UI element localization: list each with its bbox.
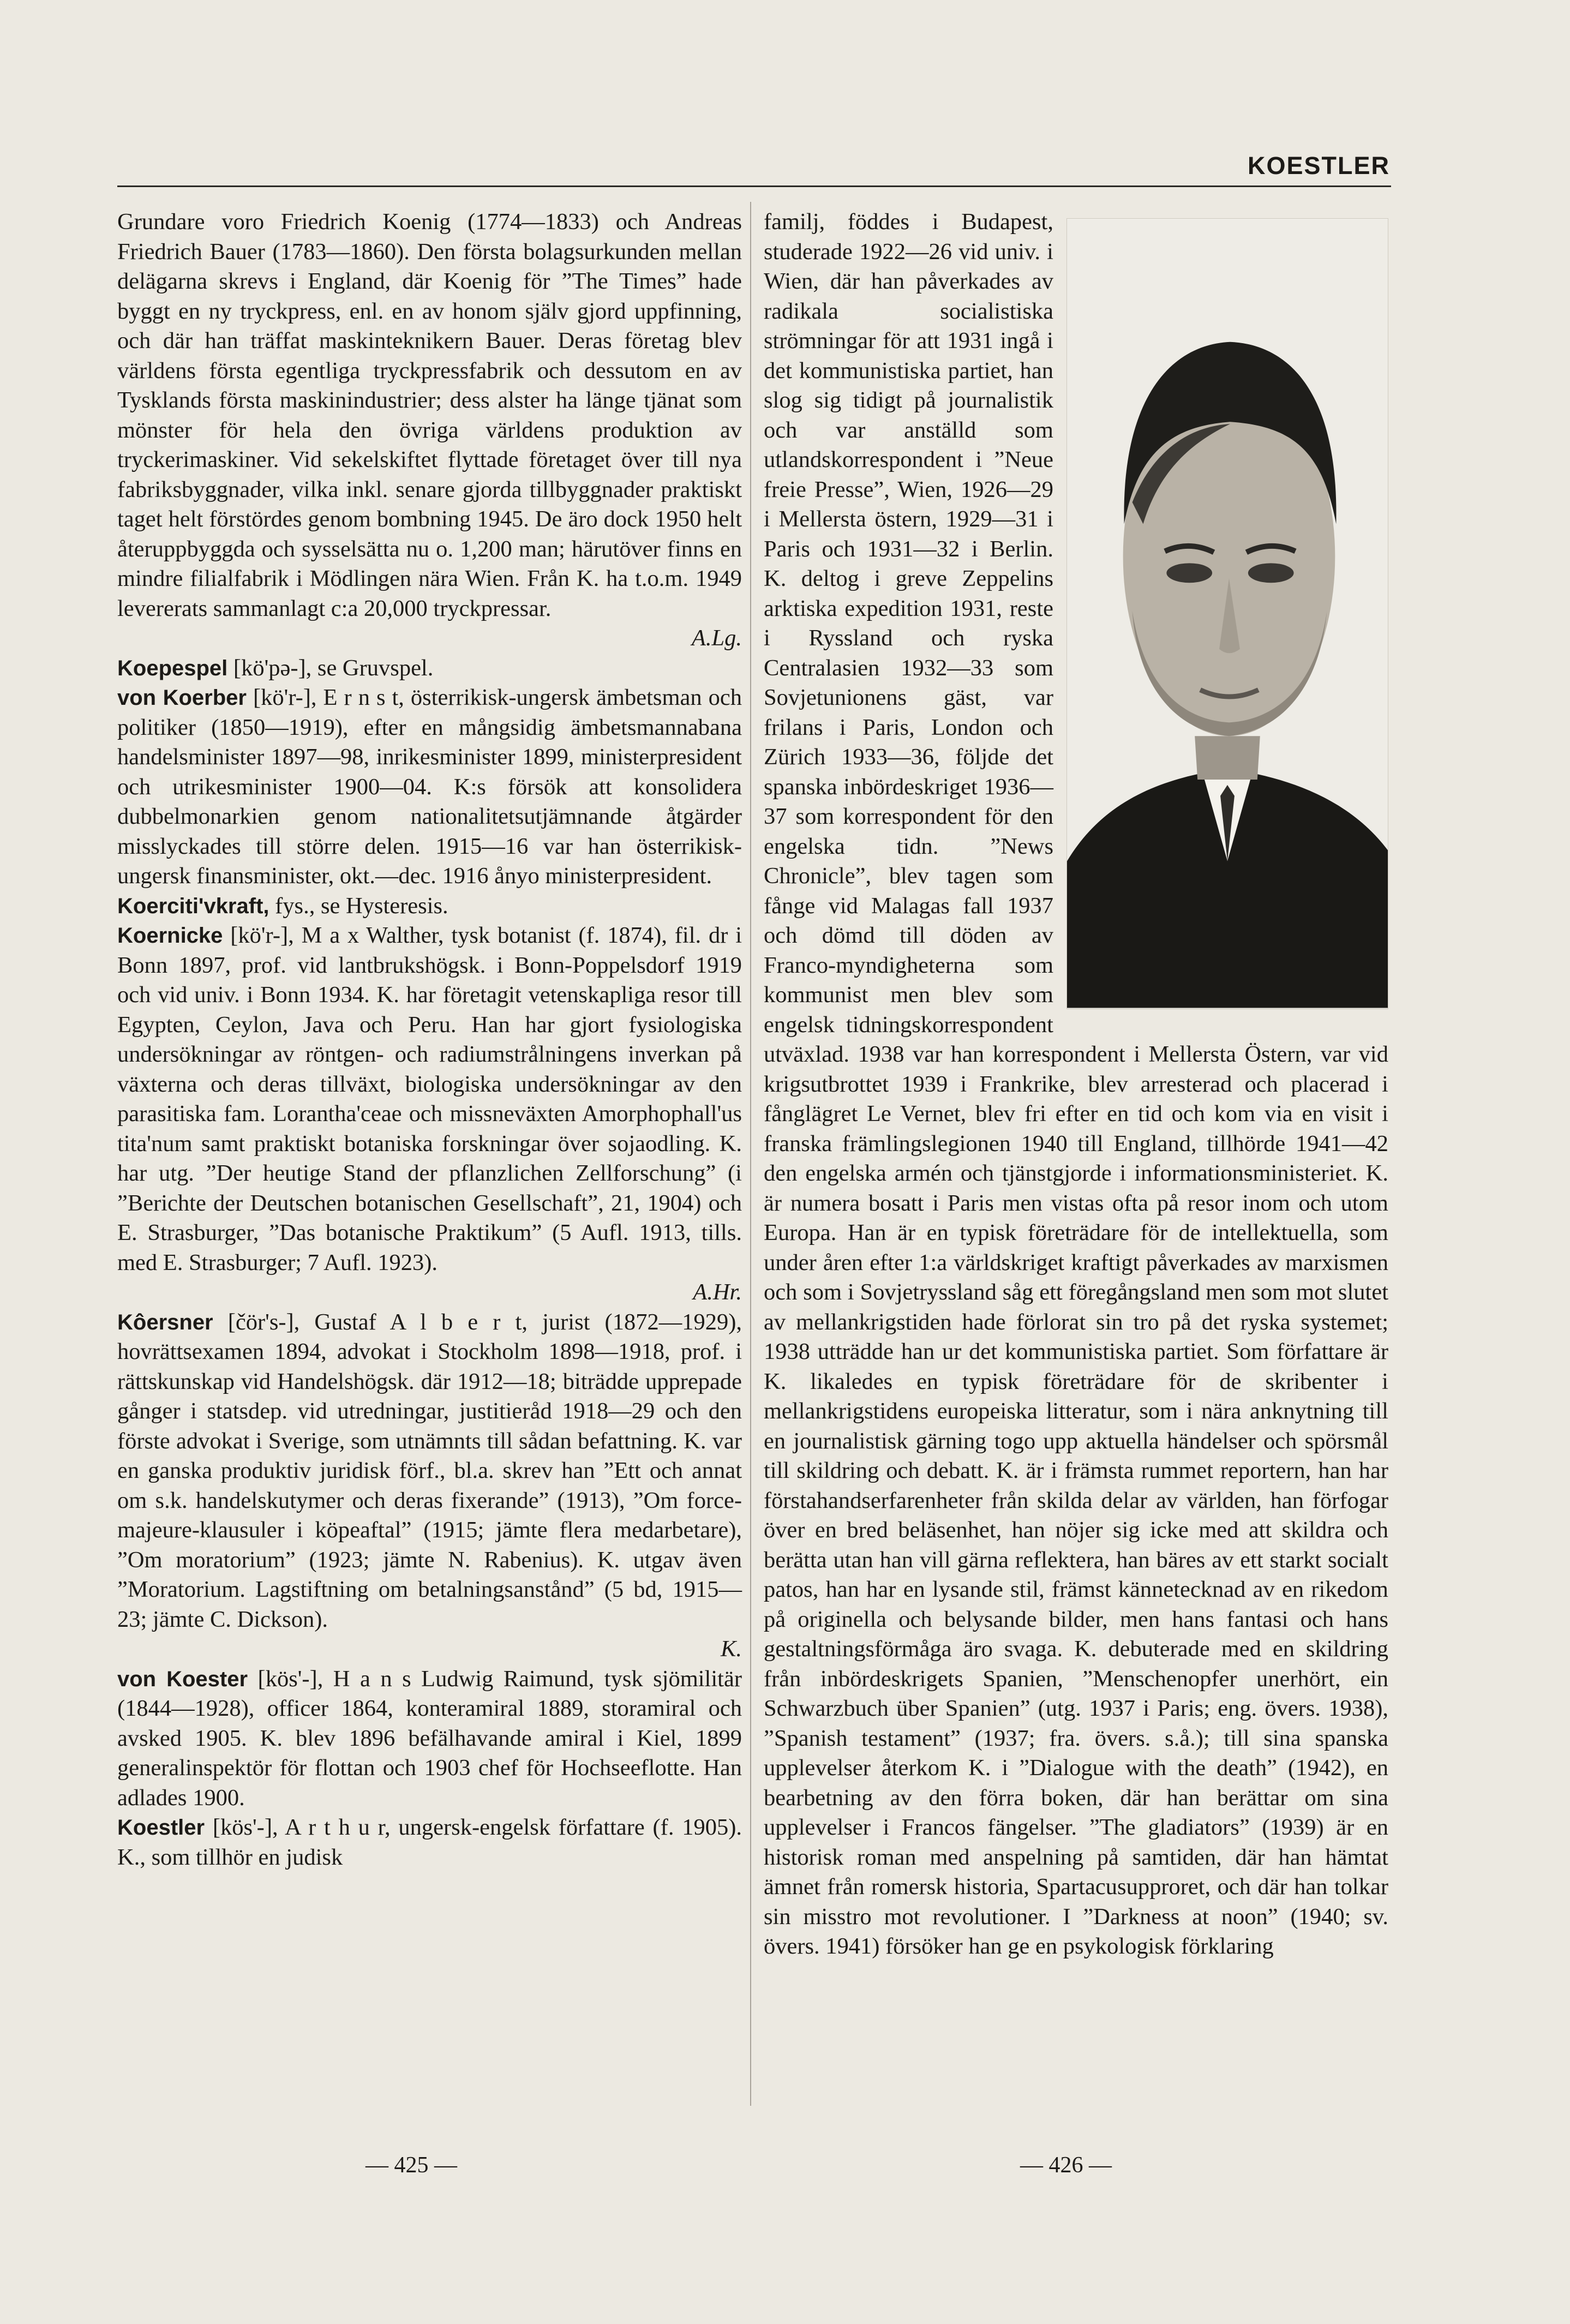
page-number-right: — 426 —: [1020, 2153, 1112, 2178]
right-column: [764, 207, 1388, 1962]
entry-headword: Koepespel: [117, 656, 228, 680]
entry-von-koester: [117, 1664, 742, 1813]
author-signature: A.Hr.: [693, 1279, 742, 1305]
entry-text: [čör's-], Gustaf A l b e r t, jurist (1872—1929), hovrättsexamen 1894, advokat i Stockholm 1898—1918, prof. i rättskunskap vid Handelshögsk. där 1912—18; biträdde upprepade gånger i statsdep. vid utredningar, justitieråd 1918—29 och den förste advokat i Sverige, som utnämnts till sådan befattning. K. var en ganska produktiv juridisk förf., bl.a. skrev han ”Ett och annat om s.k. handelskutymer och deras fixerande” (1913), ”Om force-majeure-klausuler i köpeaftal” (1915; jämte flera medarbetare), ”Om moratorium” (1923; jämte N. Rabenius). K. utgav även ”Moratorium. Lagstiftning om betalningsanstånd” (5 bd, 1915—23; jämte C. Dickson).: [117, 1309, 742, 1632]
author-signature: K.: [721, 1636, 742, 1662]
entry-headword: Kôersner: [117, 1310, 213, 1334]
entry-koernicke: [117, 921, 742, 1308]
entry-von-koerber: [117, 683, 742, 891]
entry-koenig-bauer-continuation: [117, 207, 742, 654]
entry-headword: von Koester: [117, 1667, 248, 1691]
column-divider: [750, 202, 751, 2106]
entry-koepespel: [117, 654, 742, 684]
entry-text: [kö'r-], E r n s t, österrikisk-ungersk ämbetsman och politiker (1850—1919), efter en mångsidig ämbetsmannabana handelsminister 1897—98, inrikesminister 1899, ministerpresident och utrikesminister 1900—04. K:s försök att konsolidera dubbelmonarkien genom nationalitetsutjämnande åtgärder misslyckades till större delen. 1915—16 var han österrikisk-ungersk finansminister, okt.—dec. 1916 ånyo ministerpresident.: [117, 685, 742, 889]
author-signature: A.Lg.: [691, 625, 742, 651]
portrait-photo: [1066, 218, 1388, 1009]
entry-koersner: [117, 1308, 742, 1664]
entry-headword: Koestler: [117, 1816, 205, 1840]
entry-text: [kö'r-], M a x Walther, tysk botanist (f. 1874), fil. dr i Bonn 1897, prof. vid lantbrukshögsk. i Bonn-Poppelsdorf 1919 och vid univ. i Bonn 1934. K. har företagit vetenskapliga resor till Egypten, Ceylon, Java och Peru. Han har gjort fysiologiska undersökningar av röntgen- och radiumstrålningens inverkan på växterna och deras tillväxt, biologiska undersökningar av den parasitiska fam. Lorantha'ceae och missneväxten Amorphophall'us tita'num samt praktiskt botaniska forskningar över sojaodling. K. har utg. ”Der heutige Stand der pflanzlichen Zellforschung” (i ”Berichte der Deutschen botanischen Gesellschaft”, 21, 1904) och E. Strasburger, ”Das botanische Praktikum” (5 Aufl. 1913, tills. med E. Strasburger; 7 Aufl. 1923).: [117, 923, 742, 1275]
entry-text: [kö'pə-], se Gruvspel.: [227, 655, 434, 681]
entry-headword: Koernicke: [117, 924, 223, 948]
entry-text: Grundare voro Friedrich Koenig (1774—1833) och Andreas Friedrich Bauer (1783—1860). Den första bolagsurkunden mellan delägarna skrevs i England, där Koenig för ”The Times” hade byggt en ny tryckpress, enl. en av honom själv gjord uppfinning, och där han träffat maskinteknikern Bauer. Deras företag blev världens första egentliga tryckpressfabrik och dessutom en av Tysklands första maskinindustrier; dess alster ha länge tjänat som mönster för hela den övriga världens produktion av tryckerimaskiner. Vid sekelskiftet flyttade företaget över till nya fabriksbyggnader, vilka inkl. senare gjorda tillbyggnader praktiskt taget helt förstördes genom bombning 1945. De äro dock 1950 helt återuppbyggda och sysselsätta nu o. 1,200 man; härutöver finns en mindre filialfabrik i Mödlingen nära Wien. Från K. ha t.o.m. 1949 levererats sammanlagt c:a 20,000 tryckpressar.: [117, 209, 742, 621]
left-column: [117, 207, 742, 1872]
entry-text: [kös'-], H a n s Ludwig Raimund, tysk sjömilitär (1844—1928), officer 1864, konteramiral 1889, storamiral och avsked 1905. K. blev 1896 befälhavande amiral i Kiel, 1899 generalinspektör för flottan och 1903 chef för Hochseeflotte. Han adlades 1900.: [117, 1666, 742, 1811]
entry-text: [kös'-], A r t h u r, ungersk-engelsk författare (f. 1905). K., som tillhör en judisk: [117, 1814, 742, 1870]
entry-koercitivkraft: [117, 891, 742, 921]
page-number-left: — 425 —: [365, 2153, 457, 2178]
running-head: KOESTLER: [1247, 152, 1390, 179]
entry-headword: Koerciti'vkraft,: [117, 894, 269, 918]
portrait-illustration: [1067, 219, 1388, 1009]
entry-koestler-continuation: familj, föddes i Budapest, studerade 1922—26 vid univ. i Wien, där han påverkades av radikala socialistiska strömningar för att 1931 ingå i det kommunistiska partiet, han slog sig tidigt på journalistik och var anställd som utlandskorrespondent i ”Neue freie Presse”, Wien, 1926—29 i Mellersta östern, 1929—31 i Paris och 1931—32 i Berlin. K. deltog i greve Zeppelins arktiska expedition 1931, reste i Ryssland och ryska Centralasien 1932—33 som Sovjetunionens gäst, var frilans i Paris, London och Zürich 1933—36, följde det spanska inbördeskriget 1936—37 som korrespondent för den engelska tidn. ”News Chronicle”, blev tagen som fånge vid Malagas fall 1937 och dömd till döden av Franco-myndigheterna som kommunist men blev som engelsk tidningskorrespondent utväxlad. 1938 var han korrespondent i Mellersta Östern, var vid krigsutbrottet 1939 i Frankrike, blev arresterad och placerad i fånglägret Le Vernet, blev fri efter en tid och kom via en visit i franska främlingslegionen 1940 till England, tillhörde 1941—42 den engelska armén och tjänstgjorde i informationsministeriet. K. är numera bosatt i Paris men vistas ofta på resor inom och utom Europa. Han är en typisk företrädare för de intellektuella, som under åren efter 1:a världskriget kraftigt påverkades av marxismen och som i Sovjetryssland såg ett föregångsland men som mot slutet av mellankrigstiden hade förlorat sin tro på det ryska systemet; 1938 utträdde han ur det kommunistiska partiet. Som författare är K. likaledes en typisk företrädare för de skribenter i mellankrigstidens europeiska litteratur, som i nära anknytning till en journalistisk gärning togo upp aktuella händelser och spörsmål till skildring och debatt. K. är i främsta rummet reportern, han har förstahandserfarenheter från skilda delar av världen, han förfogar över en bred beläsenhet, han nöjer sig icke med att skildra och berätta utan han vill gärna reflektera, han bäres av ett starkt socialt patos, han har en lysande stil, främst kännetecknad av en rikedom på originella och belysande bilder, men hans fantasi och hans gestaltningsförmåga äro svaga. K. debuterade med en skildring från inbördeskrigets Spanien, ”Menschenopfer unerhört, ein Schwarzbuch über Spanien” (utg. 1937 i Paris; eng. övers. 1938), ”Spanish testament” (1937; fra. övers. s.å.); till sina spanska upplevelser återkom K. i ”Dialogue with the death” (1942), en bearbetning av den förra boken, där han berättar om sina upplevelser i Francos fängelser. ”The gladiators” (1939) är en historisk roman med anspelning på samtiden, där han hämtat ämnet från romersk historia, Spartacusupproret, och där han tolkar sin misstro mot revolutioner. I ”Darkness at noon” (1940; sv. övers. 1941) försöker han ge en psykologisk förklaring: [764, 209, 1388, 1959]
entry-koestler: [117, 1813, 742, 1872]
entry-text: fys., se Hysteresis.: [269, 893, 448, 919]
entry-headword: von Koerber: [117, 686, 247, 710]
header-rule: [117, 185, 1391, 187]
